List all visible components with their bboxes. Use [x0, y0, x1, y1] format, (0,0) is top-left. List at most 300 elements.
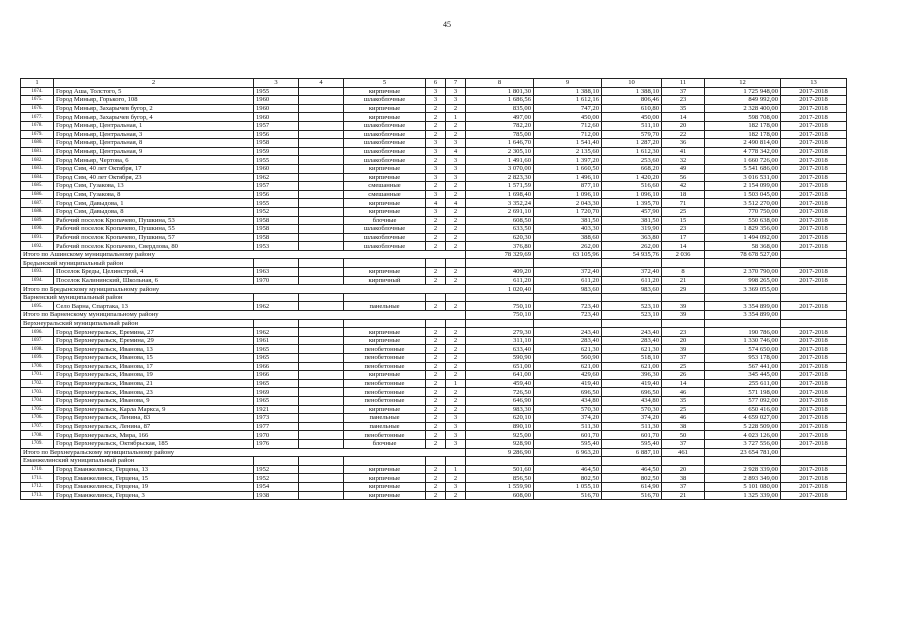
table-cell: 2017-2018: [781, 130, 847, 139]
table-row: [21, 405, 847, 414]
table-cell: 23: [662, 328, 705, 337]
table-cell: 32: [662, 156, 705, 165]
table-cell: 1704.: [21, 396, 54, 405]
table-cell: 1709.: [21, 439, 54, 448]
table-cell: 2: [426, 431, 446, 440]
table-cell: кирпичные: [344, 104, 426, 113]
table-cell: 2017-2018: [781, 164, 847, 173]
table-cell: 1695.: [21, 302, 54, 311]
table-cell: 1 720,70: [534, 207, 602, 216]
table-cell: 2: [446, 491, 466, 500]
table-cell: кирпичные: [344, 465, 426, 474]
housing-table: [20, 78, 847, 500]
empty-cell: [466, 259, 534, 268]
table-cell: 516,70: [534, 491, 602, 500]
table-cell: 511,30: [534, 422, 602, 431]
table-cell: [299, 207, 344, 216]
table-cell: Город Миньяр, Захарычев бугор, 4: [54, 113, 254, 122]
empty-cell: [466, 293, 534, 302]
table-cell: 1698.: [21, 345, 54, 354]
table-cell: 3 354 899,00: [705, 302, 781, 311]
empty-cell: [446, 457, 466, 466]
table-cell: 608,50: [466, 216, 534, 225]
table-cell: Город Сим, 40 лет Октября, 17: [54, 164, 254, 173]
table-cell: 2: [446, 474, 466, 483]
table-cell: 1956: [254, 130, 299, 139]
table-cell: 1 660,50: [534, 164, 602, 173]
empty-cell: [254, 259, 299, 268]
table-cell: 3: [426, 190, 446, 199]
column-number-header: 3: [254, 79, 299, 88]
table-cell: 2: [426, 354, 446, 363]
table-cell: 403,30: [534, 225, 602, 234]
column-number-header: 11: [662, 79, 705, 88]
table-cell: 1: [446, 465, 466, 474]
subtotal-row: [21, 311, 847, 320]
table-cell: 621,00: [602, 362, 662, 371]
table-cell: 1959: [254, 147, 299, 156]
table-cell: 750,10: [466, 302, 534, 311]
table-cell: 1955: [254, 156, 299, 165]
table-cell: Рабочий поселок Кропачево, Пушкина, 57: [54, 233, 254, 242]
table-cell: [299, 439, 344, 448]
table-cell: 601,70: [602, 431, 662, 440]
empty-cell: [446, 319, 466, 328]
table-cell: 3 070,00: [466, 164, 534, 173]
table-cell: 4: [426, 199, 446, 208]
table-cell: 1: [446, 113, 466, 122]
table-cell: 429,60: [534, 371, 602, 380]
table-row: [21, 104, 847, 113]
table-cell: [299, 164, 344, 173]
table-cell: Город Миньяр, Центральная, 9: [54, 147, 254, 156]
table-cell: кирпичные: [344, 199, 426, 208]
table-cell: 3: [426, 207, 446, 216]
table-cell: 35: [662, 396, 705, 405]
table-cell: 3: [426, 173, 446, 182]
table-cell: 464,50: [602, 465, 662, 474]
table-cell: 1 612,16: [534, 96, 602, 105]
empty-cell: [781, 259, 847, 268]
table-cell: 2: [426, 276, 446, 285]
table-cell: 1 829 356,00: [705, 225, 781, 234]
table-cell: 1679.: [21, 130, 54, 139]
empty-cell: [662, 457, 705, 466]
table-cell: 2: [426, 113, 446, 122]
table-cell: 1703.: [21, 388, 54, 397]
table-cell: кирпичные: [344, 405, 426, 414]
table-cell: 2: [446, 207, 466, 216]
table-cell: 182 178,00: [705, 130, 781, 139]
empty-cell: [446, 293, 466, 302]
table-cell: 696,50: [534, 388, 602, 397]
table-cell: 2: [426, 482, 446, 491]
table-row: [21, 96, 847, 105]
table-cell: 3: [446, 164, 466, 173]
table-cell: 1682.: [21, 156, 54, 165]
table-cell: 1 686,56: [466, 96, 534, 105]
empty-cell: [781, 319, 847, 328]
table-cell: 1958: [254, 139, 299, 148]
table-cell: 785,00: [466, 130, 534, 139]
table-cell: 262,00: [534, 242, 602, 251]
district-header-row: [21, 259, 847, 268]
table-cell: 570,30: [602, 405, 662, 414]
table-cell: 650 416,00: [705, 405, 781, 414]
subtotal-row: [21, 448, 847, 457]
table-cell: 363,80: [602, 233, 662, 242]
subtotal-cell: [781, 311, 847, 320]
table-cell: 25: [662, 405, 705, 414]
table-cell: Город Верхнеуральск, Еремина, 27: [54, 328, 254, 337]
table-cell: 2: [446, 345, 466, 354]
table-cell: 856,50: [466, 474, 534, 483]
table-cell: 620,10: [466, 414, 534, 423]
table-cell: 18: [662, 190, 705, 199]
page-number: 45: [443, 20, 451, 29]
table-cell: 782,20: [466, 121, 534, 130]
table-cell: 590,90: [466, 354, 534, 363]
table-cell: 2017-2018: [781, 87, 847, 96]
table-cell: 2017-2018: [781, 388, 847, 397]
table-cell: 712,00: [534, 130, 602, 139]
table-cell: 1 494 092,00: [705, 233, 781, 242]
empty-cell: [602, 293, 662, 302]
table-cell: 1707.: [21, 422, 54, 431]
table-cell: Город Верхнеуральск, Мира, 166: [54, 431, 254, 440]
table-cell: 46: [662, 414, 705, 423]
table-cell: кирпичные: [344, 328, 426, 337]
table-row: [21, 328, 847, 337]
table-cell: 2: [446, 336, 466, 345]
table-cell: 2: [426, 182, 446, 191]
table-cell: [299, 388, 344, 397]
table-cell: 3: [446, 156, 466, 165]
table-cell: 2017-2018: [781, 139, 847, 148]
table-cell: 2017-2018: [781, 147, 847, 156]
empty-cell: [254, 319, 299, 328]
district-name: Бредынский муниципальный район: [21, 259, 254, 268]
subtotal-cell: 29: [662, 285, 705, 294]
table-cell: 1712.: [21, 482, 54, 491]
table-cell: 2017-2018: [781, 190, 847, 199]
table-cell: 2 893 349,00: [705, 474, 781, 483]
table-cell: 37: [662, 482, 705, 491]
table-cell: 1702.: [21, 379, 54, 388]
table-cell: пенобетонные: [344, 396, 426, 405]
table-cell: [299, 87, 344, 96]
table-cell: 3: [426, 87, 446, 96]
table-row: [21, 345, 847, 354]
table-cell: [299, 336, 344, 345]
empty-cell: [426, 293, 446, 302]
table-cell: 409,20: [466, 268, 534, 277]
table-cell: кирпичный: [344, 276, 426, 285]
table-cell: 2017-2018: [781, 276, 847, 285]
table-cell: 1686.: [21, 190, 54, 199]
table-cell: 1706.: [21, 414, 54, 423]
empty-cell: [662, 293, 705, 302]
empty-cell: [446, 259, 466, 268]
subtotal-cell: [781, 448, 847, 457]
table-cell: шлакоблочные: [344, 242, 426, 251]
table-cell: Город Верхнеуральск, Октябрьская, 185: [54, 439, 254, 448]
table-cell: 1957: [254, 121, 299, 130]
table-cell: 58 368,00: [705, 242, 781, 251]
table-cell: 595,40: [534, 439, 602, 448]
table-row: [21, 371, 847, 380]
table-cell: [299, 139, 344, 148]
subtotal-cell: 6 963,20: [534, 448, 602, 457]
table-cell: [299, 121, 344, 130]
table-row: [21, 173, 847, 182]
table-cell: Село Варна, Спартака, 13: [54, 302, 254, 311]
table-cell: Город Еманжелинск, Герцена, 13: [54, 465, 254, 474]
table-cell: 2: [426, 371, 446, 380]
empty-cell: [299, 319, 344, 328]
table-cell: шлакоблочные: [344, 121, 426, 130]
table-row: [21, 431, 847, 440]
table-cell: 2: [426, 268, 446, 277]
subtotal-cell: [781, 285, 847, 294]
table-cell: кирпичные: [344, 207, 426, 216]
subtotal-cell: 9 286,90: [466, 448, 534, 457]
table-cell: 25: [662, 362, 705, 371]
table-cell: 2: [446, 405, 466, 414]
table-cell: 696,50: [602, 388, 662, 397]
table-cell: Город Сим, Давыдова, 1: [54, 199, 254, 208]
table-row: [21, 130, 847, 139]
subtotal-cell: 523,10: [602, 311, 662, 320]
table-cell: 928,90: [466, 439, 534, 448]
table-cell: 2: [446, 302, 466, 311]
district-name: Верхнеуральский муниципальный район: [21, 319, 254, 328]
subtotal-cell: 983,60: [534, 285, 602, 294]
table-cell: [299, 242, 344, 251]
table-cell: 1680.: [21, 139, 54, 148]
table-cell: 182 178,00: [705, 121, 781, 130]
table-cell: 1 096,10: [602, 190, 662, 199]
table-row: [21, 482, 847, 491]
table-cell: 2: [426, 491, 446, 500]
table-cell: Город Верхнеуральск, Ленина, 83: [54, 414, 254, 423]
table-cell: 3 727 556,00: [705, 439, 781, 448]
table-cell: 2: [446, 371, 466, 380]
table-cell: 802,50: [602, 474, 662, 483]
table-cell: 1973: [254, 414, 299, 423]
table-cell: 1691.: [21, 233, 54, 242]
table-cell: 21: [662, 276, 705, 285]
empty-cell: [344, 293, 426, 302]
table-cell: 1 559,90: [466, 482, 534, 491]
table-cell: Поселок Калининский, Школьная, 6: [54, 276, 254, 285]
table-cell: 577 092,00: [705, 396, 781, 405]
table-cell: Город Верхнеуральск, Иванова, 15: [54, 354, 254, 363]
column-number-header: 12: [705, 79, 781, 88]
table-cell: 1958: [254, 216, 299, 225]
table-cell: 1952: [254, 207, 299, 216]
table-cell: 1962: [254, 328, 299, 337]
empty-cell: [781, 457, 847, 466]
table-cell: 2017-2018: [781, 173, 847, 182]
table-cell: 1683.: [21, 164, 54, 173]
table-cell: 243,40: [534, 328, 602, 337]
empty-cell: [254, 293, 299, 302]
table-cell: 726,50: [466, 388, 534, 397]
table-cell: 2 928 339,00: [705, 465, 781, 474]
table-cell: 1921: [254, 405, 299, 414]
table-cell: Город Верхнеуральск, Иванова, 13: [54, 345, 254, 354]
table-row: [21, 474, 847, 483]
table-cell: 1952: [254, 465, 299, 474]
table-cell: 2 490 814,00: [705, 139, 781, 148]
subtotal-cell: 78 329,69: [466, 250, 534, 259]
table-cell: 925,00: [466, 431, 534, 440]
table-cell: 3 016 531,00: [705, 173, 781, 182]
table-cell: шлакоблочные: [344, 225, 426, 234]
table-cell: пенобетонные: [344, 388, 426, 397]
table-cell: шлакоблочные: [344, 156, 426, 165]
table-cell: 2: [426, 216, 446, 225]
table-cell: 1675.: [21, 96, 54, 105]
table-cell: 2017-2018: [781, 405, 847, 414]
table-cell: [299, 362, 344, 371]
table-cell: шлакоблочные: [344, 96, 426, 105]
table-cell: 579,70: [602, 130, 662, 139]
table-cell: 2: [446, 276, 466, 285]
table-cell: Город Миньяр, Захарычев бугор, 2: [54, 104, 254, 113]
table-cell: [299, 328, 344, 337]
table-cell: панельные: [344, 414, 426, 423]
table-cell: 1696.: [21, 328, 54, 337]
table-cell: 2017-2018: [781, 439, 847, 448]
empty-cell: [254, 457, 299, 466]
table-cell: 2: [426, 233, 446, 242]
table-cell: 49: [662, 164, 705, 173]
table-cell: 243,40: [602, 328, 662, 337]
table-cell: [299, 414, 344, 423]
table-cell: 3: [446, 173, 466, 182]
empty-cell: [466, 457, 534, 466]
column-number-header: 9: [534, 79, 602, 88]
empty-cell: [705, 457, 781, 466]
table-cell: [299, 482, 344, 491]
table-cell: блочные: [344, 439, 426, 448]
table-cell: 374,20: [602, 414, 662, 423]
table-cell: [299, 465, 344, 474]
table-cell: Город Верхнеуральск, Иванова, 9: [54, 396, 254, 405]
subtotal-label: Итого по Ашинскому муниципальному району: [21, 250, 466, 259]
table-cell: 2: [446, 233, 466, 242]
table-cell: кирпичные: [344, 474, 426, 483]
table-row: [21, 422, 847, 431]
table-cell: 279,30: [466, 328, 534, 337]
table-row: [21, 156, 847, 165]
table-cell: 1711.: [21, 474, 54, 483]
table-cell: [299, 422, 344, 431]
table-cell: 1955: [254, 199, 299, 208]
subtotal-cell: [781, 250, 847, 259]
table-cell: 2017-2018: [781, 199, 847, 208]
table-cell: Рабочий поселок Кропачево, Свердлова, 80: [54, 242, 254, 251]
table-cell: 614,90: [602, 482, 662, 491]
empty-cell: [299, 293, 344, 302]
table-cell: 2: [446, 182, 466, 191]
subtotal-cell: 54 935,76: [602, 250, 662, 259]
table-cell: 3: [446, 439, 466, 448]
table-cell: 2: [426, 422, 446, 431]
table-cell: блочные: [344, 216, 426, 225]
table-cell: 255 611,00: [705, 379, 781, 388]
table-cell: 723,40: [534, 302, 602, 311]
table-cell: [299, 276, 344, 285]
table-cell: 3: [446, 139, 466, 148]
table-cell: 1966: [254, 371, 299, 380]
subtotal-cell: 461: [662, 448, 705, 457]
table-cell: 1 055,10: [534, 482, 602, 491]
table-cell: 770 750,00: [705, 207, 781, 216]
table-cell: 2: [446, 216, 466, 225]
table-cell: 1 725 948,00: [705, 87, 781, 96]
empty-cell: [299, 259, 344, 268]
subtotal-cell: 750,10: [466, 311, 534, 320]
table-cell: 2017-2018: [781, 379, 847, 388]
table-cell: пенобетонные: [344, 362, 426, 371]
table-cell: 1960: [254, 164, 299, 173]
table-cell: [299, 268, 344, 277]
table-cell: 1958: [254, 233, 299, 242]
table-cell: 2: [426, 388, 446, 397]
table-cell: 2017-2018: [781, 207, 847, 216]
table-cell: 1962: [254, 173, 299, 182]
table-cell: 849 992,00: [705, 96, 781, 105]
table-cell: 20: [662, 465, 705, 474]
table-cell: 2017-2018: [781, 354, 847, 363]
table-cell: 450,00: [534, 113, 602, 122]
table-cell: 3 352,24: [466, 199, 534, 208]
subtotal-cell: 6 887,10: [602, 448, 662, 457]
table-cell: 2017-2018: [781, 242, 847, 251]
table-cell: 2: [446, 104, 466, 113]
table-cell: Город Верхнеуральск, Карла Маркса, 9: [54, 405, 254, 414]
table-cell: 46: [662, 388, 705, 397]
table-cell: 1694.: [21, 276, 54, 285]
table-cell: 1 096,10: [534, 190, 602, 199]
table-cell: 877,10: [534, 182, 602, 191]
table-cell: 2017-2018: [781, 156, 847, 165]
table-cell: 570,30: [534, 405, 602, 414]
table-cell: 464,50: [534, 465, 602, 474]
subtotal-cell: 23 654 781,00: [705, 448, 781, 457]
table-cell: 511,10: [602, 121, 662, 130]
table-cell: смешанные: [344, 182, 426, 191]
table-cell: 4: [446, 199, 466, 208]
table-cell: 2: [446, 121, 466, 130]
table-cell: 14: [662, 242, 705, 251]
table-cell: 802,50: [534, 474, 602, 483]
table-cell: 2: [446, 388, 466, 397]
table-cell: 2: [426, 345, 446, 354]
table-cell: 2 823,30: [466, 173, 534, 182]
table-cell: 2: [426, 156, 446, 165]
table-cell: 1 571,59: [466, 182, 534, 191]
table-cell: 2: [426, 362, 446, 371]
district-header-row: [21, 293, 847, 302]
table-cell: 2: [426, 328, 446, 337]
empty-cell: [344, 259, 426, 268]
table-cell: 21: [662, 491, 705, 500]
table-cell: 1954: [254, 482, 299, 491]
